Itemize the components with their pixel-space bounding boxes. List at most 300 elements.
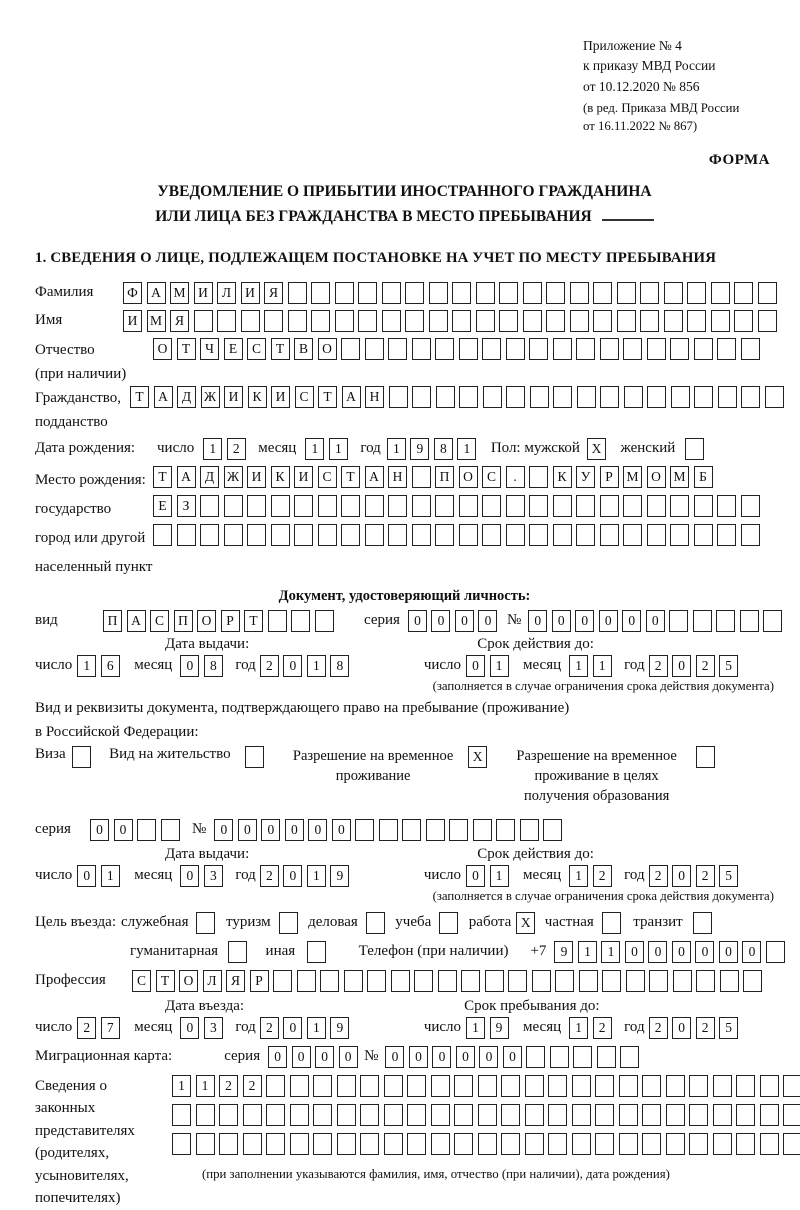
char-cell[interactable] [649, 970, 668, 992]
char-cell[interactable]: Е [153, 495, 172, 517]
char-cell[interactable] [288, 282, 307, 304]
birth-place-row1[interactable] [153, 466, 764, 488]
purpose-study-checkbox[interactable] [439, 912, 463, 934]
char-cell[interactable] [496, 819, 515, 841]
char-cell[interactable] [219, 1133, 238, 1155]
id-doc-number-field[interactable] [528, 610, 787, 632]
char-cell[interactable] [358, 310, 377, 332]
char-cell[interactable] [573, 1046, 592, 1068]
char-cell[interactable]: 2 [593, 865, 612, 887]
char-cell[interactable]: П [435, 466, 454, 488]
char-cell[interactable] [473, 819, 492, 841]
char-cell[interactable]: Ж [224, 466, 243, 488]
char-cell[interactable] [307, 941, 326, 963]
char-cell[interactable]: В [294, 338, 313, 360]
char-cell[interactable] [341, 495, 360, 517]
char-cell[interactable] [217, 310, 236, 332]
char-cell[interactable]: С [295, 386, 314, 408]
char-cell[interactable]: П [174, 610, 193, 632]
char-cell[interactable]: 8 [330, 655, 349, 677]
char-cell[interactable] [177, 524, 196, 546]
char-cell[interactable] [579, 970, 598, 992]
char-cell[interactable] [623, 495, 642, 517]
char-cell[interactable]: У [576, 466, 595, 488]
char-cell[interactable] [711, 282, 730, 304]
char-cell[interactable]: 1 [593, 655, 612, 677]
char-cell[interactable] [506, 386, 525, 408]
char-cell[interactable]: 2 [696, 865, 715, 887]
profession-field[interactable] [132, 970, 767, 992]
citizenship-field[interactable] [130, 386, 788, 408]
char-cell[interactable] [626, 970, 645, 992]
char-cell[interactable] [546, 282, 565, 304]
char-cell[interactable] [436, 386, 455, 408]
char-cell[interactable] [337, 1133, 356, 1155]
char-cell[interactable] [200, 524, 219, 546]
char-cell[interactable] [669, 610, 688, 632]
char-cell[interactable]: Н [388, 466, 407, 488]
edu-permit-checkbox[interactable] [696, 746, 720, 768]
char-cell[interactable] [355, 819, 374, 841]
id-valid-day[interactable] [466, 655, 513, 677]
char-cell[interactable]: 0 [742, 941, 761, 963]
char-cell[interactable]: М [623, 466, 642, 488]
char-cell[interactable]: Л [203, 970, 222, 992]
char-cell[interactable] [696, 970, 715, 992]
char-cell[interactable]: 0 [283, 865, 302, 887]
res-issue-month[interactable] [180, 865, 227, 887]
char-cell[interactable]: 2 [227, 438, 246, 460]
char-cell[interactable]: 5 [719, 1017, 738, 1039]
char-cell[interactable]: 1 [307, 865, 326, 887]
char-cell[interactable]: К [271, 466, 290, 488]
char-cell[interactable] [243, 1104, 262, 1126]
char-cell[interactable] [335, 282, 354, 304]
char-cell[interactable] [337, 1104, 356, 1126]
char-cell[interactable] [384, 1075, 403, 1097]
char-cell[interactable]: 1 [307, 655, 326, 677]
char-cell[interactable] [194, 310, 213, 332]
sex-male-checkbox[interactable] [587, 438, 611, 460]
char-cell[interactable]: Т [318, 386, 337, 408]
char-cell[interactable] [459, 524, 478, 546]
char-cell[interactable] [485, 970, 504, 992]
temp-permit-checkbox[interactable] [468, 746, 492, 768]
char-cell[interactable] [335, 310, 354, 332]
char-cell[interactable]: 0 [672, 655, 691, 677]
id-valid-month[interactable] [569, 655, 616, 677]
char-cell[interactable]: 2 [696, 655, 715, 677]
char-cell[interactable] [435, 524, 454, 546]
char-cell[interactable] [476, 282, 495, 304]
stay-until-day[interactable] [466, 1017, 513, 1039]
representatives-row1[interactable] [172, 1075, 800, 1097]
char-cell[interactable]: 1 [569, 865, 588, 887]
char-cell[interactable]: 0 [409, 1046, 428, 1068]
char-cell[interactable] [344, 970, 363, 992]
char-cell[interactable]: 1 [578, 941, 597, 963]
stay-until-month[interactable] [569, 1017, 616, 1039]
char-cell[interactable] [412, 466, 431, 488]
char-cell[interactable] [619, 1075, 638, 1097]
char-cell[interactable] [407, 1104, 426, 1126]
char-cell[interactable]: 2 [260, 655, 279, 677]
char-cell[interactable] [685, 438, 704, 460]
char-cell[interactable] [694, 338, 713, 360]
char-cell[interactable] [642, 1133, 661, 1155]
stay-until-year[interactable] [649, 1017, 743, 1039]
char-cell[interactable] [550, 1046, 569, 1068]
char-cell[interactable] [452, 282, 471, 304]
char-cell[interactable] [600, 338, 619, 360]
char-cell[interactable] [553, 495, 572, 517]
char-cell[interactable] [388, 495, 407, 517]
char-cell[interactable]: И [241, 282, 260, 304]
char-cell[interactable] [687, 282, 706, 304]
char-cell[interactable]: А [154, 386, 173, 408]
char-cell[interactable] [482, 524, 501, 546]
char-cell[interactable]: Ч [200, 338, 219, 360]
id-issue-day[interactable] [77, 655, 124, 677]
char-cell[interactable]: С [318, 466, 337, 488]
char-cell[interactable] [529, 338, 548, 360]
char-cell[interactable]: 9 [490, 1017, 509, 1039]
char-cell[interactable] [758, 282, 777, 304]
char-cell[interactable]: Т [244, 610, 263, 632]
char-cell[interactable] [760, 1075, 779, 1097]
char-cell[interactable] [572, 1133, 591, 1155]
char-cell[interactable]: О [318, 338, 337, 360]
char-cell[interactable] [520, 819, 539, 841]
char-cell[interactable]: 1 [387, 438, 406, 460]
char-cell[interactable] [454, 1104, 473, 1126]
char-cell[interactable]: 8 [434, 438, 453, 460]
char-cell[interactable]: О [459, 466, 478, 488]
char-cell[interactable] [553, 386, 572, 408]
char-cell[interactable] [412, 386, 431, 408]
char-cell[interactable] [766, 941, 785, 963]
char-cell[interactable] [664, 282, 683, 304]
char-cell[interactable] [716, 610, 735, 632]
char-cell[interactable] [438, 970, 457, 992]
char-cell[interactable] [617, 310, 636, 332]
char-cell[interactable] [196, 1104, 215, 1126]
char-cell[interactable] [530, 386, 549, 408]
entry-month[interactable] [180, 1017, 227, 1039]
char-cell[interactable]: . [506, 466, 525, 488]
birth-place-row2[interactable] [153, 495, 764, 517]
purpose-business-checkbox[interactable] [196, 912, 220, 934]
char-cell[interactable] [666, 1133, 685, 1155]
char-cell[interactable] [412, 495, 431, 517]
char-cell[interactable] [297, 970, 316, 992]
char-cell[interactable] [431, 1104, 450, 1126]
char-cell[interactable]: X [516, 912, 535, 934]
char-cell[interactable] [741, 338, 760, 360]
char-cell[interactable] [602, 970, 621, 992]
char-cell[interactable] [241, 310, 260, 332]
char-cell[interactable] [358, 282, 377, 304]
char-cell[interactable] [523, 282, 542, 304]
res-issue-day[interactable] [77, 865, 124, 887]
char-cell[interactable]: 0 [292, 1046, 311, 1068]
char-cell[interactable] [452, 310, 471, 332]
char-cell[interactable] [670, 495, 689, 517]
char-cell[interactable]: 0 [432, 1046, 451, 1068]
char-cell[interactable]: 1 [307, 1017, 326, 1039]
char-cell[interactable]: 1 [203, 438, 222, 460]
char-cell[interactable] [266, 1133, 285, 1155]
char-cell[interactable] [247, 495, 266, 517]
char-cell[interactable] [429, 310, 448, 332]
char-cell[interactable] [459, 495, 478, 517]
char-cell[interactable] [720, 970, 739, 992]
char-cell[interactable] [523, 310, 542, 332]
char-cell[interactable]: 0 [575, 610, 594, 632]
res-valid-year[interactable] [649, 865, 743, 887]
char-cell[interactable]: 9 [330, 1017, 349, 1039]
id-doc-kind-field[interactable] [103, 610, 338, 632]
char-cell[interactable] [713, 1075, 732, 1097]
char-cell[interactable] [247, 524, 266, 546]
char-cell[interactable]: 2 [593, 1017, 612, 1039]
char-cell[interactable]: 0 [625, 941, 644, 963]
char-cell[interactable] [431, 1075, 450, 1097]
char-cell[interactable] [459, 338, 478, 360]
char-cell[interactable] [360, 1075, 379, 1097]
char-cell[interactable] [600, 495, 619, 517]
phone-field[interactable] [554, 941, 789, 963]
char-cell[interactable]: С [150, 610, 169, 632]
char-cell[interactable]: 0 [466, 655, 485, 677]
char-cell[interactable] [525, 1075, 544, 1097]
char-cell[interactable] [717, 338, 736, 360]
char-cell[interactable] [228, 941, 247, 963]
char-cell[interactable] [760, 1104, 779, 1126]
char-cell[interactable] [623, 338, 642, 360]
char-cell[interactable]: А [147, 282, 166, 304]
char-cell[interactable]: 0 [408, 610, 427, 632]
char-cell[interactable] [597, 1046, 616, 1068]
char-cell[interactable] [647, 338, 666, 360]
char-cell[interactable] [525, 1104, 544, 1126]
purpose-humanitarian-checkbox[interactable] [228, 941, 252, 963]
representatives-row2[interactable] [172, 1104, 800, 1126]
char-cell[interactable] [717, 524, 736, 546]
char-cell[interactable] [388, 338, 407, 360]
char-cell[interactable]: М [147, 310, 166, 332]
char-cell[interactable] [391, 970, 410, 992]
char-cell[interactable]: С [132, 970, 151, 992]
char-cell[interactable]: А [342, 386, 361, 408]
char-cell[interactable]: Я [226, 970, 245, 992]
char-cell[interactable]: 1 [305, 438, 324, 460]
char-cell[interactable]: 1 [569, 1017, 588, 1039]
char-cell[interactable] [200, 495, 219, 517]
char-cell[interactable] [546, 310, 565, 332]
char-cell[interactable] [318, 524, 337, 546]
char-cell[interactable]: 0 [315, 1046, 334, 1068]
char-cell[interactable]: 2 [243, 1075, 262, 1097]
birth-day-field[interactable] [203, 438, 250, 460]
char-cell[interactable] [640, 282, 659, 304]
char-cell[interactable] [718, 386, 737, 408]
char-cell[interactable] [670, 524, 689, 546]
char-cell[interactable]: 0 [308, 819, 327, 841]
char-cell[interactable] [570, 282, 589, 304]
char-cell[interactable]: 0 [648, 941, 667, 963]
char-cell[interactable]: 0 [238, 819, 257, 841]
char-cell[interactable] [360, 1133, 379, 1155]
char-cell[interactable]: Я [264, 282, 283, 304]
birth-month-field[interactable] [305, 438, 352, 460]
char-cell[interactable] [642, 1075, 661, 1097]
char-cell[interactable] [337, 1075, 356, 1097]
char-cell[interactable] [501, 1133, 520, 1155]
char-cell[interactable] [529, 466, 548, 488]
char-cell[interactable]: Н [365, 386, 384, 408]
char-cell[interactable] [288, 310, 307, 332]
char-cell[interactable] [365, 495, 384, 517]
char-cell[interactable] [734, 310, 753, 332]
char-cell[interactable] [268, 610, 287, 632]
char-cell[interactable] [711, 310, 730, 332]
char-cell[interactable]: 7 [101, 1017, 120, 1039]
char-cell[interactable] [741, 495, 760, 517]
res-doc-number-field[interactable] [214, 819, 567, 841]
char-cell[interactable]: 2 [649, 865, 668, 887]
char-cell[interactable] [577, 386, 596, 408]
char-cell[interactable]: 0 [479, 1046, 498, 1068]
char-cell[interactable] [478, 1075, 497, 1097]
char-cell[interactable] [619, 1133, 638, 1155]
char-cell[interactable] [454, 1075, 473, 1097]
char-cell[interactable] [439, 912, 458, 934]
char-cell[interactable]: И [247, 466, 266, 488]
representatives-row3[interactable] [172, 1133, 800, 1155]
purpose-commercial-checkbox[interactable] [366, 912, 390, 934]
char-cell[interactable]: Т [153, 466, 172, 488]
char-cell[interactable] [647, 386, 666, 408]
char-cell[interactable]: 1 [490, 655, 509, 677]
char-cell[interactable] [602, 912, 621, 934]
char-cell[interactable] [499, 310, 518, 332]
char-cell[interactable]: А [127, 610, 146, 632]
char-cell[interactable]: 2 [260, 865, 279, 887]
res-doc-series-field[interactable] [90, 819, 184, 841]
char-cell[interactable]: М [170, 282, 189, 304]
char-cell[interactable] [290, 1133, 309, 1155]
res-valid-month[interactable] [569, 865, 616, 887]
purpose-private-checkbox[interactable] [602, 912, 626, 934]
char-cell[interactable] [313, 1075, 332, 1097]
char-cell[interactable]: А [365, 466, 384, 488]
char-cell[interactable] [713, 1104, 732, 1126]
char-cell[interactable] [172, 1104, 191, 1126]
char-cell[interactable]: О [153, 338, 172, 360]
residence-permit-checkbox[interactable] [245, 746, 269, 768]
char-cell[interactable] [532, 970, 551, 992]
char-cell[interactable] [600, 524, 619, 546]
char-cell[interactable]: 1 [329, 438, 348, 460]
char-cell[interactable]: С [482, 466, 501, 488]
char-cell[interactable] [694, 386, 713, 408]
char-cell[interactable]: 1 [490, 865, 509, 887]
char-cell[interactable] [459, 386, 478, 408]
char-cell[interactable] [478, 1133, 497, 1155]
char-cell[interactable]: Т [177, 338, 196, 360]
char-cell[interactable] [693, 610, 712, 632]
char-cell[interactable] [379, 819, 398, 841]
char-cell[interactable] [664, 310, 683, 332]
char-cell[interactable] [271, 524, 290, 546]
char-cell[interactable] [617, 282, 636, 304]
char-cell[interactable] [765, 386, 784, 408]
char-cell[interactable] [647, 524, 666, 546]
char-cell[interactable]: 9 [554, 941, 573, 963]
char-cell[interactable] [671, 386, 690, 408]
char-cell[interactable]: И [123, 310, 142, 332]
char-cell[interactable]: П [103, 610, 122, 632]
char-cell[interactable]: 0 [672, 865, 691, 887]
char-cell[interactable]: Я [170, 310, 189, 332]
char-cell[interactable] [783, 1075, 800, 1097]
char-cell[interactable] [341, 338, 360, 360]
char-cell[interactable]: 0 [385, 1046, 404, 1068]
birth-place-row3[interactable] [153, 524, 764, 546]
char-cell[interactable]: И [294, 466, 313, 488]
char-cell[interactable] [619, 1104, 638, 1126]
char-cell[interactable] [623, 524, 642, 546]
char-cell[interactable]: И [194, 282, 213, 304]
char-cell[interactable] [311, 282, 330, 304]
char-cell[interactable] [670, 338, 689, 360]
char-cell[interactable]: 0 [214, 819, 233, 841]
char-cell[interactable] [576, 524, 595, 546]
char-cell[interactable] [763, 610, 782, 632]
char-cell[interactable] [572, 1075, 591, 1097]
char-cell[interactable] [271, 495, 290, 517]
char-cell[interactable]: 3 [204, 865, 223, 887]
char-cell[interactable] [382, 310, 401, 332]
id-doc-series-field[interactable] [408, 610, 502, 632]
char-cell[interactable]: 2 [77, 1017, 96, 1039]
char-cell[interactable] [243, 1133, 262, 1155]
char-cell[interactable] [153, 524, 172, 546]
char-cell[interactable]: М [670, 466, 689, 488]
char-cell[interactable] [366, 912, 385, 934]
char-cell[interactable]: 0 [672, 1017, 691, 1039]
char-cell[interactable]: 1 [77, 655, 96, 677]
char-cell[interactable] [482, 338, 501, 360]
char-cell[interactable]: 0 [695, 941, 714, 963]
char-cell[interactable] [341, 524, 360, 546]
char-cell[interactable] [783, 1104, 800, 1126]
char-cell[interactable] [172, 1133, 191, 1155]
char-cell[interactable] [693, 912, 712, 934]
char-cell[interactable]: 0 [456, 1046, 475, 1068]
char-cell[interactable]: 0 [552, 610, 571, 632]
char-cell[interactable]: 3 [204, 1017, 223, 1039]
char-cell[interactable] [506, 495, 525, 517]
char-cell[interactable] [196, 912, 215, 934]
char-cell[interactable] [593, 310, 612, 332]
migration-series-field[interactable] [268, 1046, 362, 1068]
char-cell[interactable] [595, 1104, 614, 1126]
char-cell[interactable] [743, 970, 762, 992]
char-cell[interactable]: 0 [622, 610, 641, 632]
char-cell[interactable] [407, 1133, 426, 1155]
